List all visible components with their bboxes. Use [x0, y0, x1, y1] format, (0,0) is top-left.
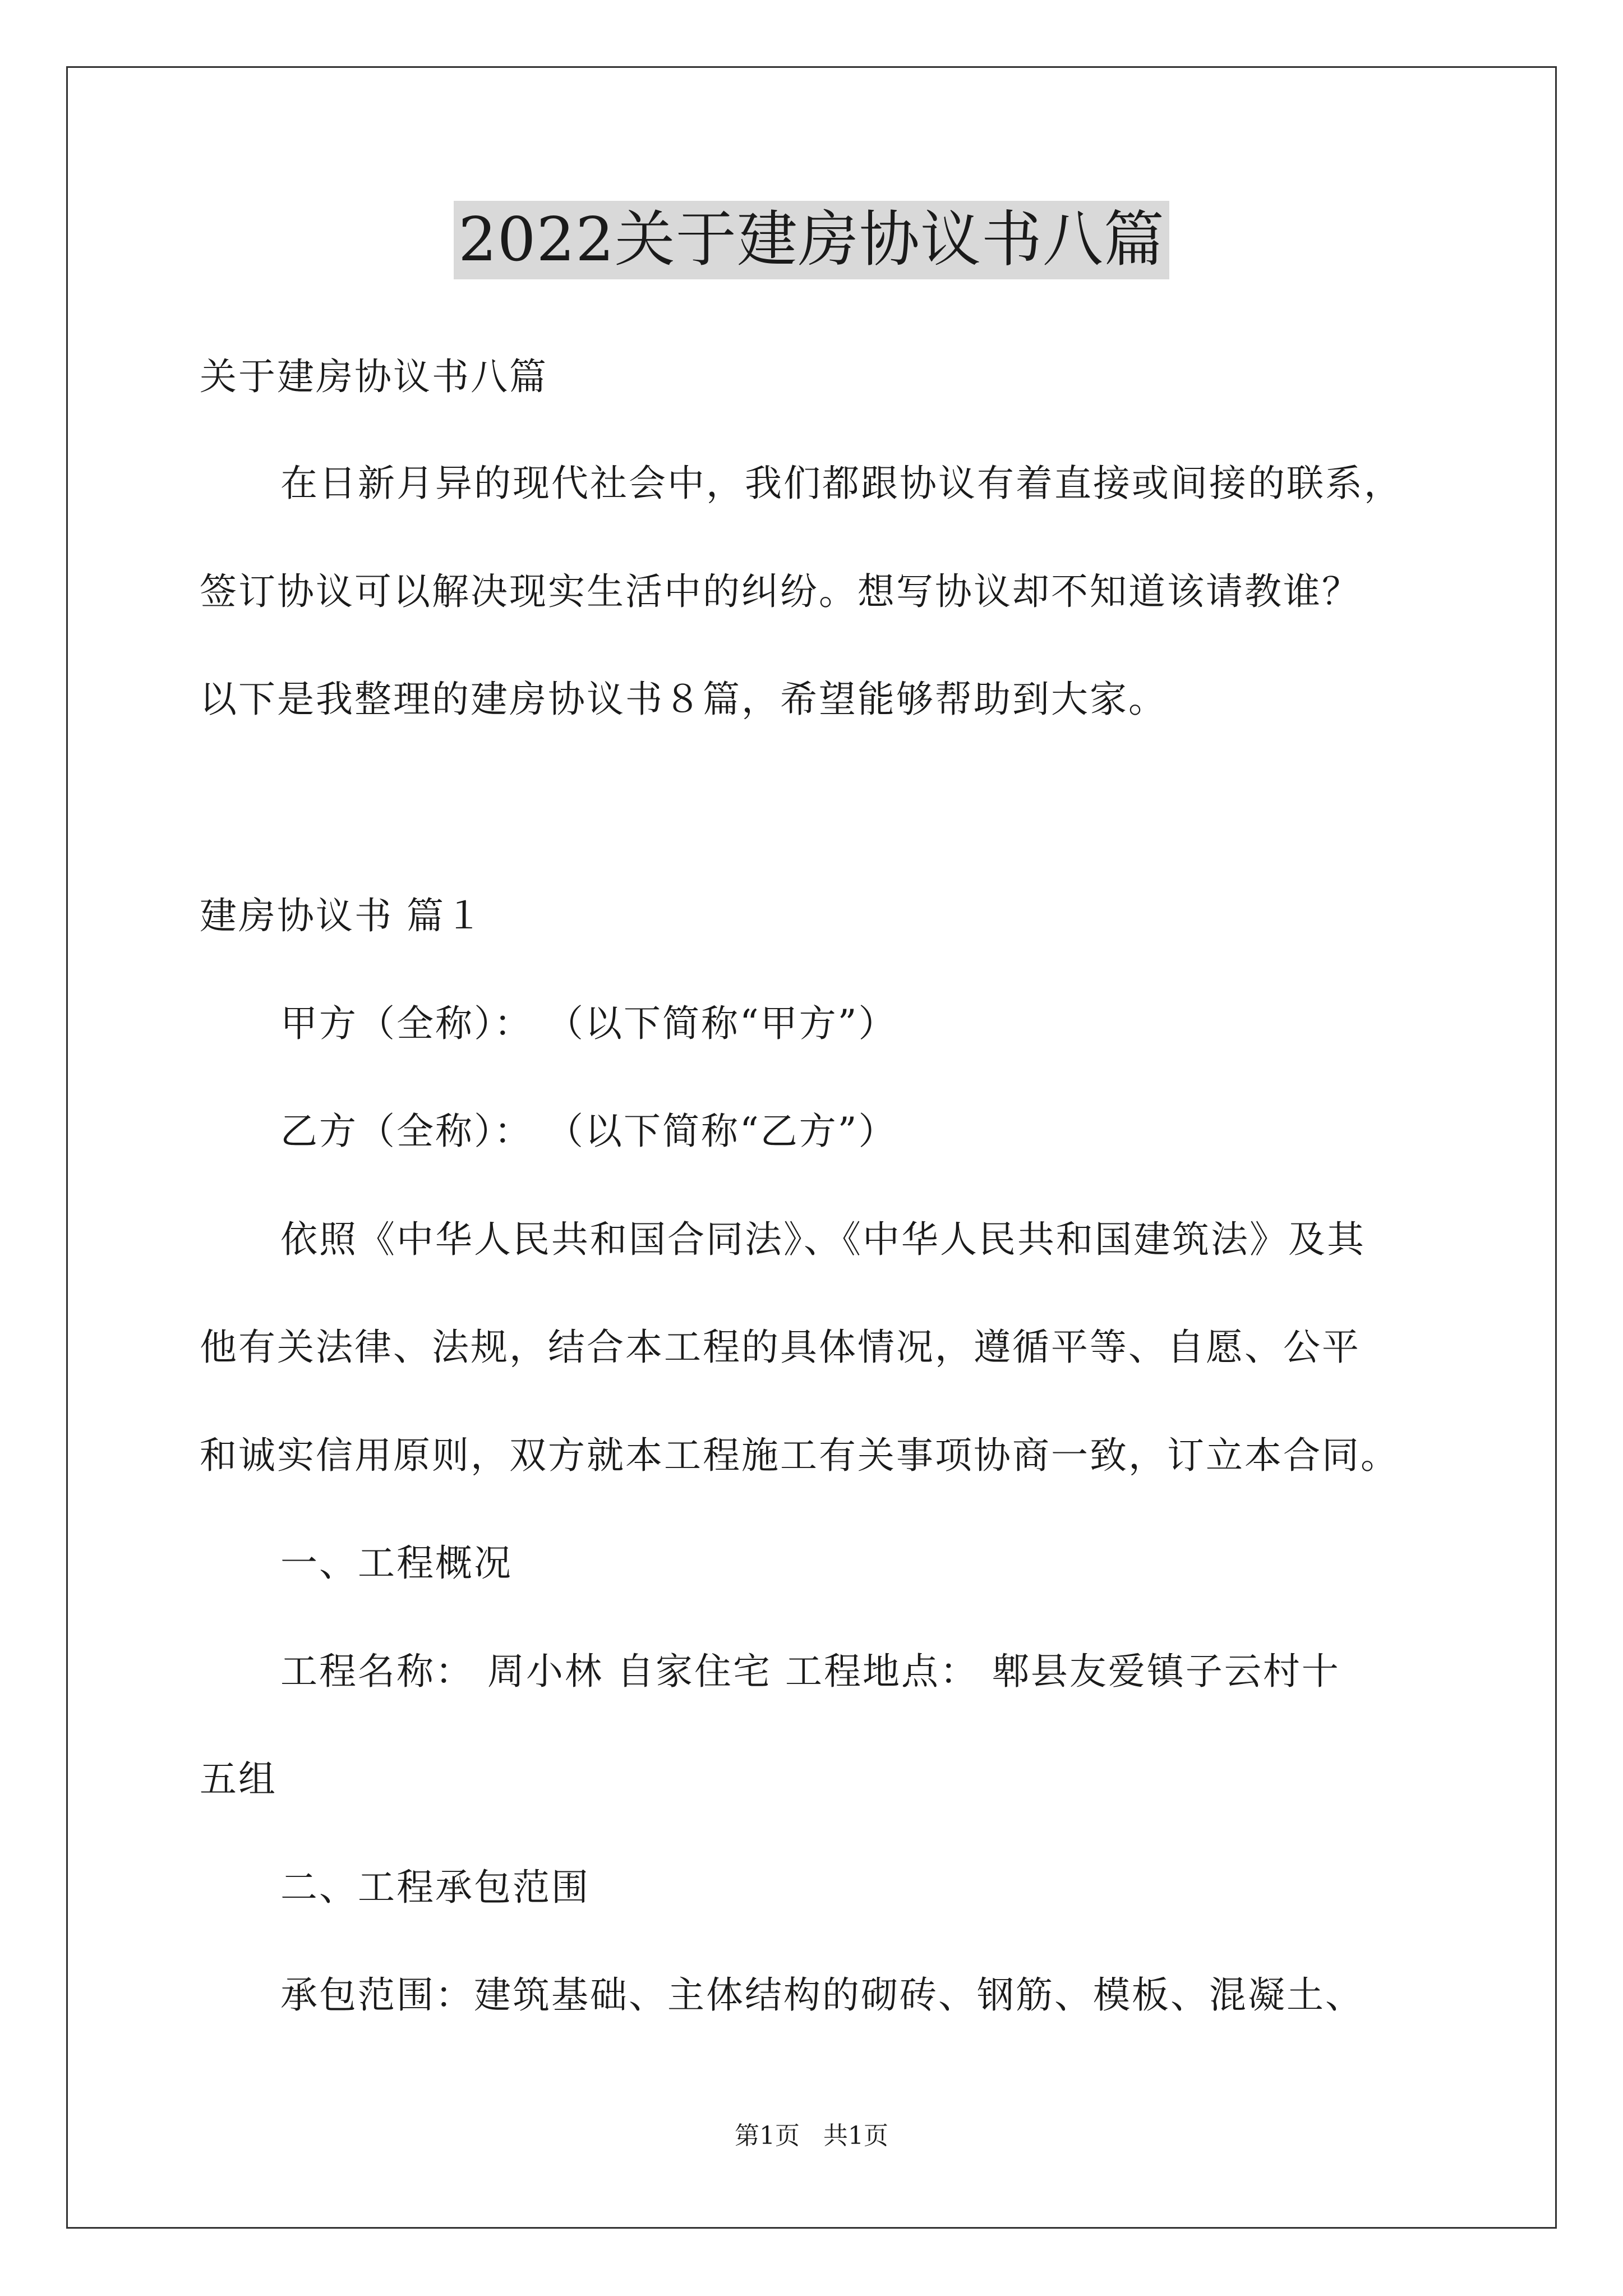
- document-title: 2022关于建房协议书八篇: [454, 201, 1169, 279]
- party-a-line: 甲方（全称）： （以下简称“甲方”）: [280, 1002, 897, 1045]
- intro-line-1: 在日新月异的现代社会中，我们都跟协议有着直接或间接的联系，: [280, 462, 1403, 505]
- basis-line-1: 依照《中华人民共和国合同法》、《中华人民共和国建筑法》及其: [280, 1218, 1366, 1261]
- clause-1-line-1: 工程名称： 周小林 自家住宅 工程地点： 郫县友爱镇子云村十: [280, 1650, 1340, 1693]
- clause-2-heading: 二、工程承包范围: [280, 1866, 590, 1909]
- title-container: [0, 201, 1623, 279]
- basis-line-2: 他有关法律、法规，结合本工程的具体情况，遵循平等、自愿、公平: [200, 1326, 1361, 1369]
- page-footer: 第1页 共1页: [735, 2122, 888, 2150]
- section-heading: 建房协议书 篇１: [200, 894, 484, 937]
- document-subtitle: 关于建房协议书八篇: [200, 355, 548, 398]
- intro-line-2: 签订协议可以解决现实生活中的纠纷。想写协议却不知道该请教谁？: [200, 570, 1361, 613]
- intro-line-3: 以下是我整理的建房协议书８篇，希望能够帮助到大家。: [200, 678, 1167, 721]
- clause-2-line-1: 承包范围：建筑基础、主体结构的砌砖、钢筋、模板、混凝土、: [280, 1973, 1364, 2017]
- clause-1-line-2: 五组: [200, 1757, 277, 1801]
- clause-1-heading: 一、工程概况: [280, 1542, 513, 1585]
- party-b-line: 乙方（全称）： （以下简称“乙方”）: [280, 1110, 897, 1153]
- basis-line-3: 和诚实信用原则，双方就本工程施工有关事项协商一致，订立本合同。: [200, 1434, 1399, 1477]
